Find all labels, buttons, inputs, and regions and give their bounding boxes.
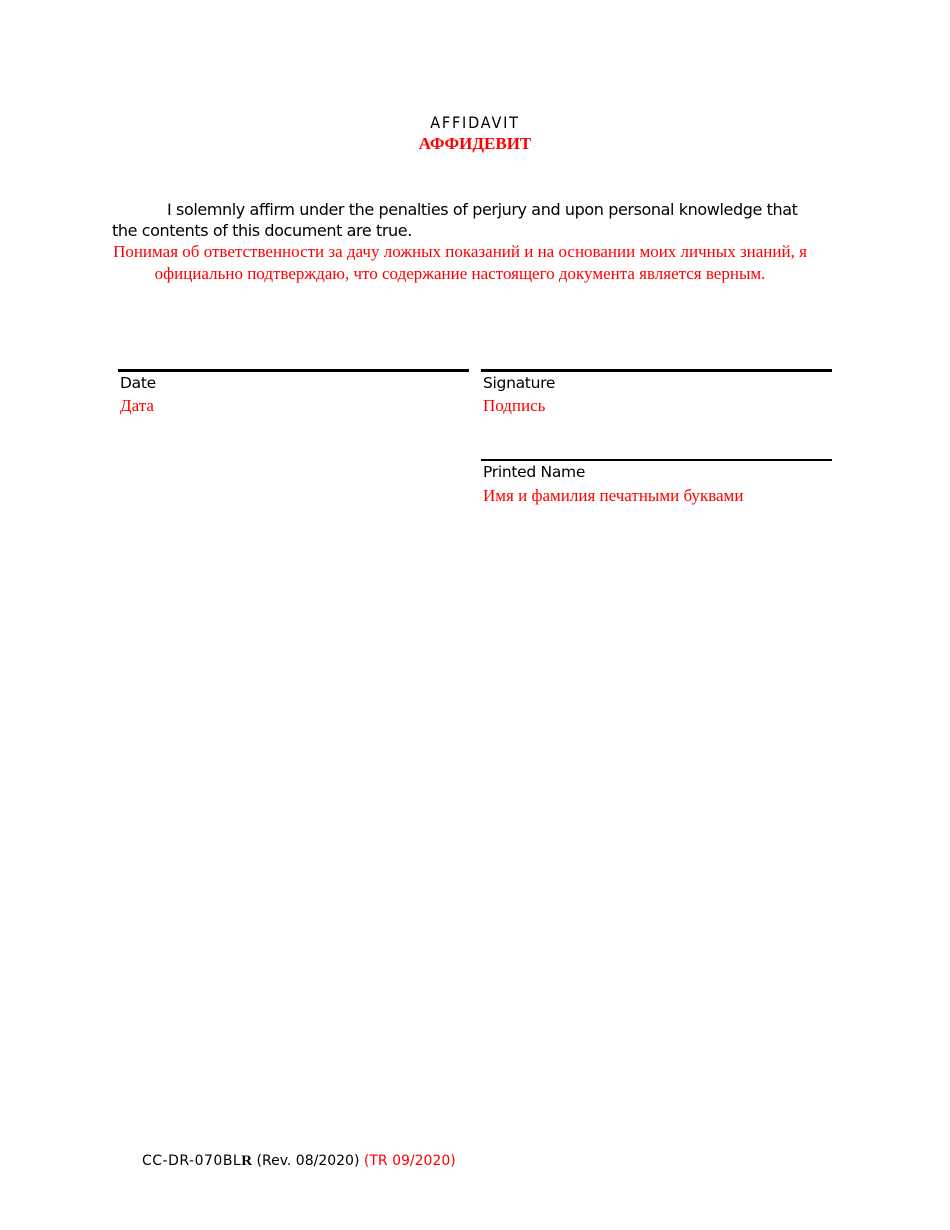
date-label-translation: Дата <box>120 396 154 415</box>
signature-label-translation: Подпись <box>483 396 546 415</box>
date-line[interactable] <box>118 369 469 372</box>
document-title-translation: АФФИДЕВИТ <box>418 134 532 153</box>
date-label: Date <box>120 374 156 392</box>
printed-name-label-translation: Имя и фамилия печатными буквами <box>483 486 744 505</box>
affirmation-text-translation: Понимая об ответственности за дачу ложных показаний и на основании моих личных знаний, я официально подтверждаю, что содержание настоящего документа является верным. <box>113 242 807 283</box>
signature-label: Signature <box>483 374 556 392</box>
document-title: AFFIDAVIT <box>430 113 520 132</box>
form-footer <box>142 1153 456 1170</box>
signature-line[interactable] <box>481 369 832 372</box>
form-id: CC-DR-070BL <box>142 1153 242 1169</box>
translation-revision: (TR 09/2020) <box>363 1153 456 1169</box>
form-revision: (Rev. 08/2020) <box>256 1153 360 1169</box>
affirmation-text: I solemnly affirm under the penalties of perjury and upon personal knowledge that the contents of this document are true. <box>112 200 798 240</box>
printed-name-label: Printed Name <box>483 463 586 481</box>
form-language-suffix: R <box>241 1153 253 1169</box>
printed-name-line[interactable] <box>481 459 832 461</box>
